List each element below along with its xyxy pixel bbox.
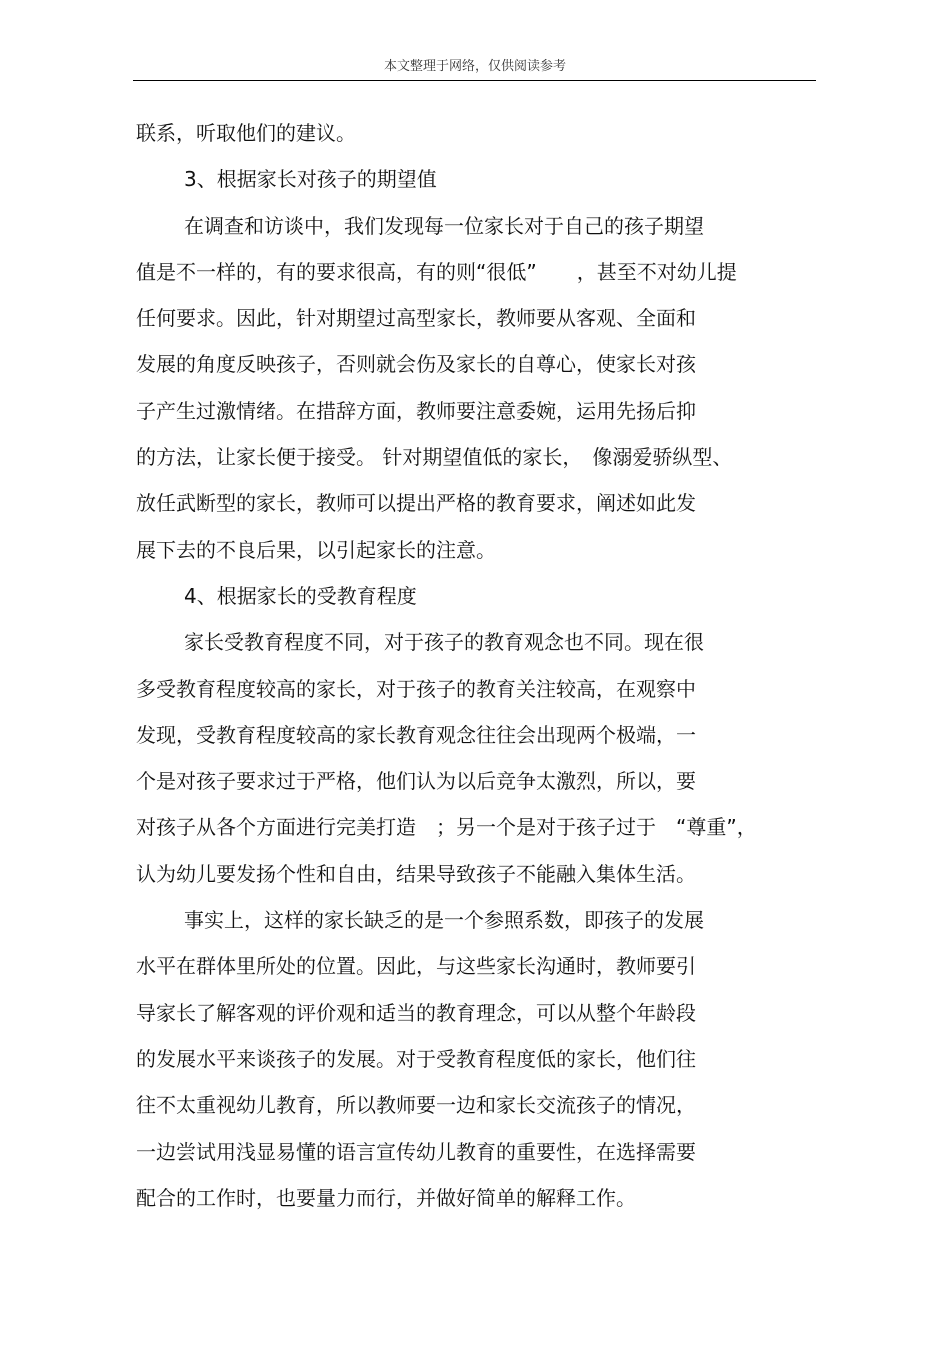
body-line: 任何要求。因此，针对期望过高型家长，教师要从客观、全面和 [136,306,696,331]
body-line: 联系，听取他们的建议。 [136,121,356,145]
section-heading-4: 4、根据家长的受教育程度 [184,583,417,608]
body-line: 放任武断型的家长，教师可以提出严格的教育要求，阐述如此发 [136,491,696,516]
body-line: 往不太重视幼儿教育，所以教师要一边和家长交流孩子的情况， [136,1093,696,1118]
body-line: 发现，受教育程度较高的家长教育观念往往会出现两个极端，一 [136,722,696,747]
section-heading-3: 3、根据家长对孩子的期望值 [184,167,437,192]
body-line: 一边尝试用浅显易懂的语言宣传幼儿教育的重要性，在选择需要 [136,1139,696,1164]
body-line: 水平在群体里所处的位置。因此，与这些家长沟通时，教师要引 [136,954,696,979]
header-divider [133,80,816,81]
body-line: 个是对孩子要求过于严格，他们认为以后竞争太激烈，所以，要 [136,769,696,794]
body-line: 家长受教育程度不同，对于孩子的教育观念也不同。现在很 [184,630,704,655]
body-line: 对孩子从各个方面进行完美打造 ；另一个是对于孩子过于 “尊重”， [136,815,757,840]
page-header: 本文整理于网络，仅供阅读参考 [383,59,566,74]
body-line: 的发展水平来谈孩子的发展。对于受教育程度低的家长，他们往 [136,1046,696,1071]
body-line: 事实上，这样的家长缺乏的是一个参照系数，即孩子的发展 [184,908,704,933]
document-body [136,114,816,1225]
body-line: 子产生过激情绪。在措辞方面，教师要注意委婉，运用先扬后抑 [136,398,696,423]
body-line: 导家长了解客观的评价观和适当的教育理念，可以从整个年龄段 [136,1000,696,1025]
body-line: 配合的工作时，也要量力而行，并做好简单的解释工作。 [136,1185,636,1210]
body-line: 多受教育程度较高的家长，对于孩子的教育关注较高，在观察中 [136,676,696,701]
body-line: 展下去的不良后果，以引起家长的注意。 [136,537,496,562]
body-line: 发展的角度反映孩子，否则就会伤及家长的自尊心，使家长对孩 [136,352,696,377]
body-line: 的方法，让家长便于接受。 针对期望值低的家长， 像溺爱骄纵型、 [136,445,733,470]
body-line: 在调查和访谈中，我们发现每一位家长对于自己的孩子期望 [184,213,704,238]
body-line: 认为幼儿要发扬个性和自由，结果导致孩子不能融入集体生活。 [136,861,696,886]
body-line: 值是不一样的，有的要求很高，有的则“很低” ，甚至不对幼儿提 [136,259,737,284]
